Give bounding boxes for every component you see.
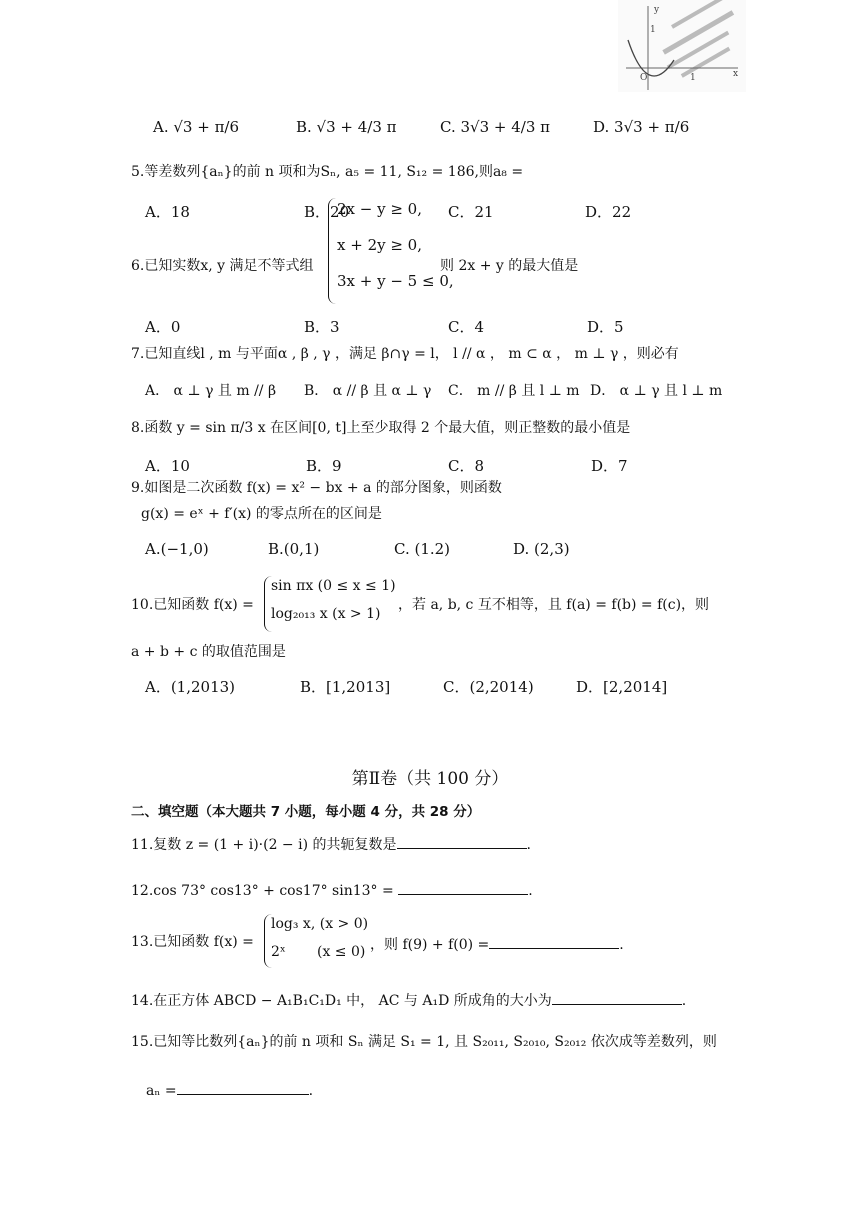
q14-row: 14.在正方体 ABCD − A₁B₁C₁D₁ 中， AC 与 A₁D 所成角的大小为 .	[131, 990, 686, 1010]
q6-option-b: B．3	[304, 318, 340, 336]
q4-option-d: D. 3√3 + π/6	[593, 118, 690, 136]
q13-answer-blank	[489, 934, 619, 949]
x-axis-label: x	[733, 69, 739, 79]
q8-option-d: D．7	[591, 457, 628, 475]
q14-stem: 14.在正方体 ABCD − A₁B₁C₁D₁ 中， AC 与 A₁D 所成角的大小为	[131, 993, 552, 1009]
q11-stem: 11.复数 z = (1 + i)·(2 − i) 的共轭复数是	[131, 837, 397, 853]
part-two-title: 第Ⅱ卷（共 100 分）	[351, 769, 509, 789]
q12-answer-blank	[398, 880, 528, 895]
q15-stem: 15.已知等比数列{aₙ}的前 n 项和 Sₙ 满足 S₁ = 1, 且 S₂₀₁₁, S₂₀₁₀, S₂₀₁₂ 依次成等差数列，则	[131, 1034, 717, 1050]
q6-ineq-1: 2x − y ≥ 0,	[337, 200, 422, 218]
q6-option-a: A．0	[145, 318, 181, 336]
q10-option-b: B．[1,2013]	[300, 678, 391, 696]
q13-piecewise	[264, 914, 371, 968]
q13-suffix: ，则 f(9) + f(0) =	[370, 937, 490, 953]
q10-option-d: D．[2,2014]	[576, 678, 668, 696]
q5-option-d: D．22	[585, 203, 632, 221]
q4-option-b: B. √3 + 4/3 π	[296, 118, 397, 136]
q10-piecewise	[264, 576, 401, 632]
q11-row: 11.复数 z = (1 + i)·(2 − i) 的共轭复数是 .	[131, 834, 531, 854]
q8-stem: 8.函数 y = sin π/3 x 在区间[0, t]上至少取得 2 个最大值，则正整数的最小值是	[131, 420, 631, 436]
q7-stem: 7.已知直线l , m 与平面α , β , γ ，满足 β∩γ = l， l // α ， m ⊂ α ， m ⊥ γ ，则必有	[131, 346, 679, 362]
q6-suffix: 则 2x + y 的最大值是	[440, 258, 579, 274]
q7-option-b: B． α // β 且 α ⊥ γ	[304, 383, 432, 399]
q7-option-c: C． m // β 且 l ⊥ m	[448, 383, 580, 399]
q10-prefix: 10.已知函数 f(x) =	[131, 597, 254, 613]
q9-option-b: B.(0,1)	[268, 540, 320, 558]
q4-option-a: A. √3 + π/6	[153, 118, 240, 136]
q9-option-d: D. (2,3)	[513, 540, 570, 558]
q11-answer-blank	[397, 834, 527, 849]
section-two-heading: 二、填空题（本大题共 7 小题，每小题 4 分，共 28 分）	[131, 804, 481, 820]
y-axis-label: y	[654, 5, 660, 15]
q15-answer-row: aₙ = .	[146, 1080, 313, 1100]
q6-option-c: C．4	[448, 318, 485, 336]
q13-row-tail: ，则 f(9) + f(0) = .	[370, 934, 624, 954]
q6-ineq-3: 3x + y − 5 ≤ 0,	[337, 272, 454, 290]
quadratic-graph-figure	[618, 0, 746, 92]
q6-inequality-system	[328, 198, 469, 304]
q6-ineq-2: x + 2y ≥ 0,	[337, 236, 422, 254]
q10-case-1: sin πx (0 ≤ x ≤ 1)	[271, 578, 396, 594]
q12-stem: 12.cos 73° cos13° + cos17° sin13° =	[131, 883, 394, 899]
q13-case-1: log₃ x, (x > 0)	[271, 916, 369, 932]
q10-case-2: log₂₀₁₃ x (x > 1)	[271, 606, 381, 622]
q13-prefix: 13.已知函数 f(x) =	[131, 934, 254, 950]
q15-answer-prefix: aₙ =	[146, 1083, 177, 1099]
q9-stem-2: g(x) = eˣ + f′(x) 的零点所在的区间是	[141, 506, 382, 522]
x-tick-label: 1	[690, 73, 696, 83]
q5-option-c: C．21	[448, 203, 494, 221]
q5-option-a: A．18	[145, 203, 190, 221]
q9-stem-1: 9.如图是二次函数 f(x) = x² − bx + a 的部分图象，则函数	[131, 480, 502, 496]
q12-row: 12.cos 73° cos13° + cos17° sin13° = .	[131, 880, 533, 900]
y-tick-label: 1	[650, 25, 656, 35]
q9-option-c: C. (1.2)	[394, 540, 451, 558]
q8-option-b: B．9	[306, 457, 342, 475]
q7-option-a: A． α ⊥ γ 且 m // β	[145, 383, 277, 399]
q10-option-c: C．(2,2014)	[443, 678, 534, 696]
q10-stem-2: a + b + c 的取值范围是	[131, 644, 286, 660]
q8-option-c: C．8	[448, 457, 485, 475]
q8-option-a: A．10	[145, 457, 190, 475]
q10-suffix: ，若 a, b, c 互不相等，且 f(a) = f(b) = f(c)，则	[398, 597, 710, 613]
q4-option-c: C. 3√3 + 4/3 π	[440, 118, 550, 136]
origin-label: O	[640, 73, 648, 83]
q13-case-2: 2ˣ (x ≤ 0)	[271, 944, 366, 960]
q15-answer-blank	[177, 1080, 309, 1095]
q5-option-b: B．20	[304, 203, 350, 221]
q10-option-a: A．(1,2013)	[145, 678, 236, 696]
q6-option-d: D．5	[587, 318, 624, 336]
q7-option-d: D． α ⊥ γ 且 l ⊥ m	[590, 383, 723, 399]
q5-stem: 5.等差数列{aₙ}的前 n 项和为Sₙ, a₅ = 11, S₁₂ = 186,则a₈ =	[131, 164, 524, 180]
q14-answer-blank	[552, 990, 682, 1005]
q9-option-a: A.(−1,0)	[145, 540, 209, 558]
q6-prefix: 6.已知实数x, y 满足不等式组	[131, 258, 314, 274]
